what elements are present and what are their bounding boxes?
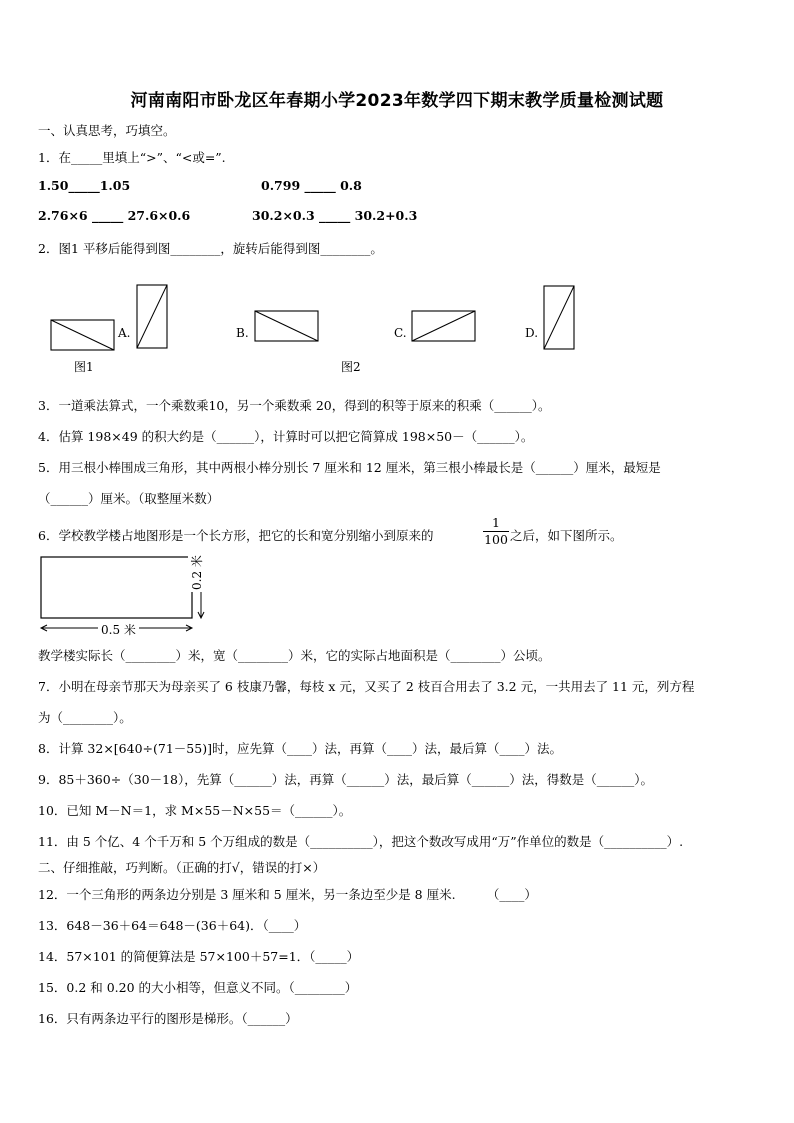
question-5-line-1: 5．用三根小棒围成三角形，其中两根小棒分别长 7 厘米和 12 厘米，第三根小棒最长是（______）厘米，最短是: [38, 460, 661, 475]
question-6-answer-line: 教学楼实际长（________）米，宽（________）米，它的实际占地面积是（________）公顷。: [38, 648, 551, 663]
figure-2-caption: 图2: [341, 360, 361, 374]
question-1: 1．在_____里填上“>”、“<或=”.: [38, 150, 226, 165]
question-11: 11．由 5 个亿、4 个千万和 5 个万组成的数是（__________），把这个数改写成用“万”作单位的数是（__________）.: [38, 834, 684, 849]
option-a-shape: [137, 285, 167, 348]
option-b-label: B.: [236, 326, 249, 340]
option-d-label: D.: [525, 326, 539, 340]
question-1-item-d: 30.2×0.3 _____ 30.2+0.3: [252, 208, 418, 223]
width-label: 0.2 米: [190, 555, 204, 590]
figure-1-rectangle: [51, 320, 114, 350]
question-6-text-end: 之后，如下图所示。: [510, 528, 623, 543]
option-d-shape: [544, 286, 574, 349]
option-c-label: C.: [394, 326, 407, 340]
section-1-heading: 一、认真思考，巧填空。: [38, 123, 176, 138]
question-6-fraction: [483, 516, 509, 547]
question-8: 8．计算 32×[640÷(71－55)]时，应先算（____）法，再算（____）法，最后算（____）法。: [38, 741, 562, 756]
question-7-line-1: 7．小明在母亲节那天为母亲买了 6 枝康乃馨，每枝 x 元，又买了 2 枝百合用去了 3.2 元，一共用去了 11 元，列方程: [38, 679, 695, 694]
question-1-item-a: 1.50_____1.05: [38, 178, 131, 193]
question-6-text: 6．学校教学楼占地图形是一个长方形，把它的长和宽分别缩小到原来的: [38, 528, 434, 543]
question-4: 4．估算 198×49 的积大约是（______），计算时可以把它简算成 198×50－（______）。: [38, 429, 534, 444]
question-3: 3．一道乘法算式，一个乘数乘10，另一个乘数乘 20，得到的积等于原来的积乘（______）。: [38, 398, 551, 413]
question-14: 14．57×101 的简便算法是 57×100＋57=1．（_____）: [38, 949, 360, 964]
question-16: 16．只有两条边平行的图形是梯形。（______）: [38, 1011, 298, 1026]
option-b-shape: [255, 311, 318, 341]
fraction-numerator: 1: [492, 515, 500, 530]
fraction-denominator: 100: [484, 532, 508, 547]
question-12: 12．一个三角形的两条边分别是 3 厘米和 5 厘米，另一条边至少是 8 厘米. （____）: [38, 887, 537, 902]
page-title: 河南南阳市卧龙区年春期小学2023年数学四下期末教学质量检测试题: [130, 91, 664, 111]
length-label: 0.5 米: [98, 621, 139, 638]
question-15: 15．0.2 和 0.20 的大小相等，但意义不同。（________）: [38, 980, 358, 995]
question-5-line-2: （______）厘米。（取整厘米数）: [38, 491, 220, 506]
question-2: 2．图1 平移后能得到图________，旋转后能得到图________。: [38, 241, 383, 256]
question-1-item-c: 2.76×6 _____ 27.6×0.6: [38, 208, 191, 223]
figure-1-caption: 图1: [74, 360, 94, 374]
option-c-shape: [412, 311, 475, 341]
question-9: 9．85＋360÷（30－18），先算（______）法，再算（______）法，最后算（______）法，得数是（______）。: [38, 772, 654, 787]
question-13: 13．648－36＋64＝648－(36＋64)．（____）: [38, 918, 307, 933]
option-a-label: A.: [118, 326, 131, 340]
question-1-item-b: 0.799 _____ 0.8: [261, 178, 362, 193]
question-7-line-2: 为（________）。: [38, 710, 132, 725]
question-10: 10．已知 M－N＝1，求 M×55－N×55＝（______）。: [38, 803, 352, 818]
section-2-heading: 二、仔细推敲，巧判断。（正确的打√，错误的打×）: [38, 860, 326, 875]
